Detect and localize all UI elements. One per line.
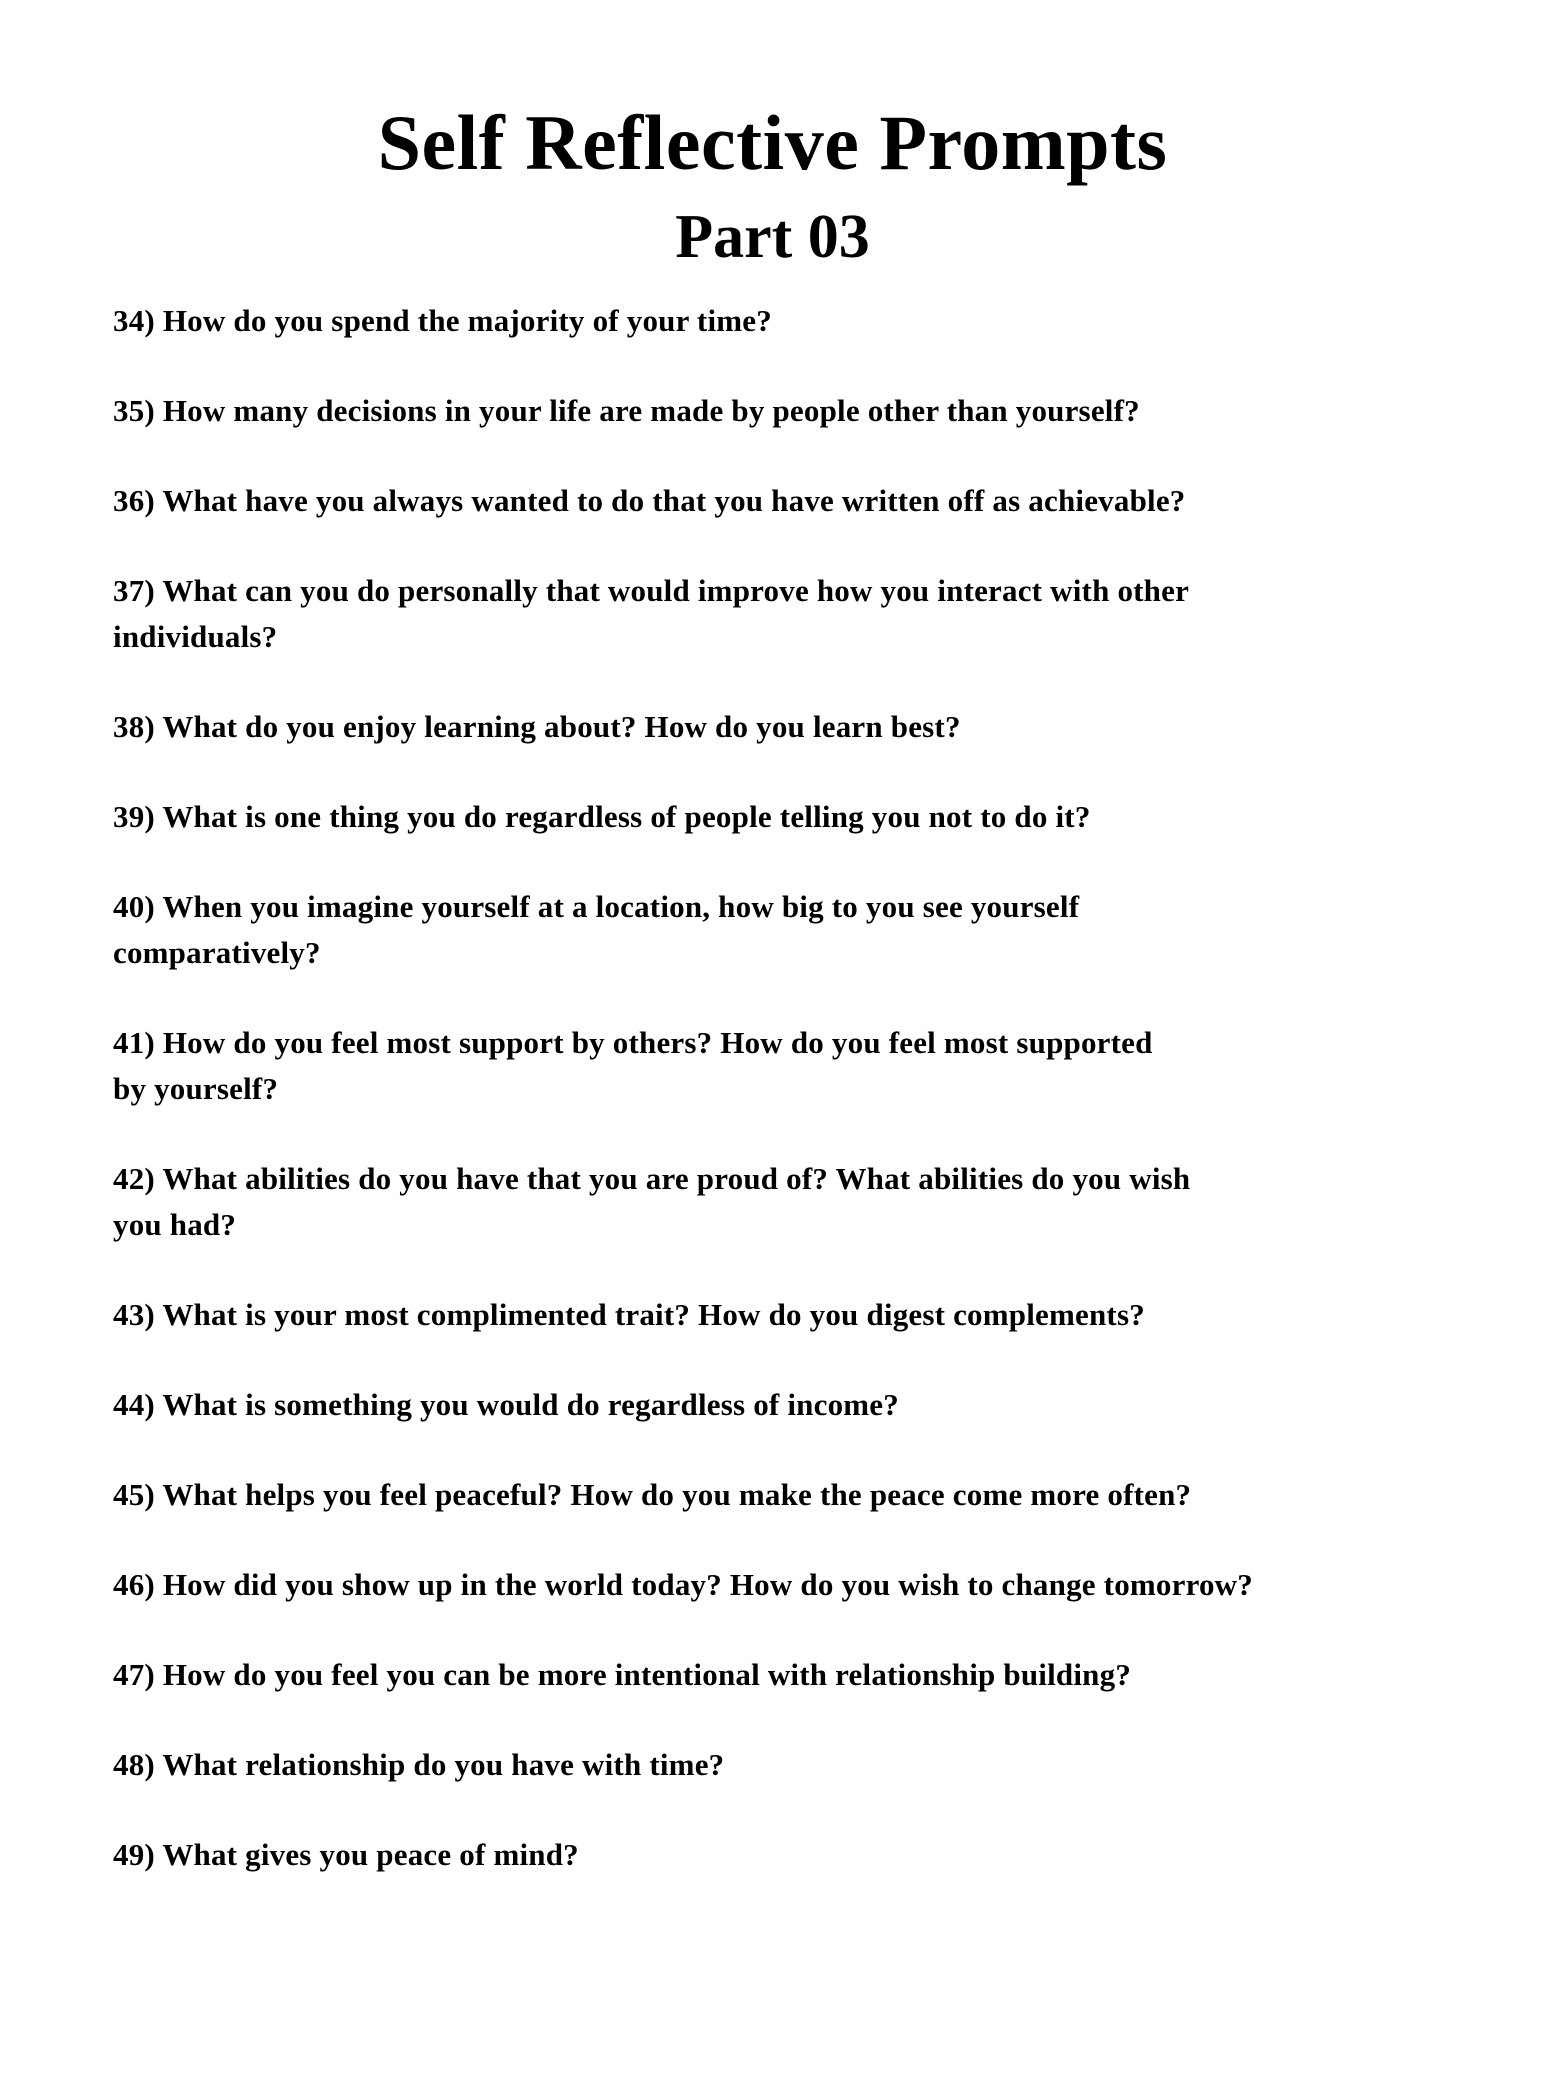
prompt-line: 36) What have you always wanted to do that you have written off as achievable?	[113, 483, 1186, 518]
prompt-line: 45) What helps you feel peaceful? How do you make the peace come more often?	[113, 1477, 1192, 1512]
prompt-line: 40) When you imagine yourself at a location, how big to you see yourself	[113, 889, 1080, 924]
prompt-line: 44) What is something you would do regardless of income?	[113, 1387, 899, 1422]
prompt-item-34	[113, 298, 1475, 344]
prompt-item-46	[113, 1562, 1475, 1608]
prompt-line: 35) How many decisions in your life are made by people other than yourself?	[113, 393, 1140, 428]
prompt-item-35	[113, 388, 1475, 434]
prompt-item-42	[113, 1156, 1475, 1248]
page-title: Self Reflective Prompts	[377, 99, 1168, 186]
prompt-item-40	[113, 884, 1475, 976]
prompt-item-41	[113, 1020, 1475, 1112]
prompt-line: 39) What is one thing you do regardless of people telling you not to do it?	[113, 799, 1091, 834]
prompt-line: by yourself?	[113, 1071, 279, 1106]
prompt-list	[113, 298, 1475, 1878]
page-subtitle: Part 03	[675, 203, 870, 271]
prompt-line: individuals?	[113, 619, 278, 654]
prompt-line: 41) How do you feel most support by others? How do you feel most supported	[113, 1025, 1153, 1060]
prompt-item-49	[113, 1832, 1475, 1878]
prompt-item-48	[113, 1742, 1475, 1788]
prompt-line: 38) What do you enjoy learning about? How do you learn best?	[113, 709, 961, 744]
prompt-item-47	[113, 1652, 1475, 1698]
document-page	[0, 100, 1545, 2100]
prompt-item-44	[113, 1382, 1475, 1428]
prompt-item-36	[113, 478, 1475, 524]
prompt-line: 46) How did you show up in the world today? How do you wish to change tomorrow?	[113, 1567, 1253, 1602]
prompt-line: 34) How do you spend the majority of your time?	[113, 303, 772, 338]
prompt-item-45	[113, 1472, 1475, 1518]
prompt-item-43	[113, 1292, 1475, 1338]
prompt-line: 48) What relationship do you have with time?	[113, 1747, 725, 1782]
prompt-line: comparatively?	[113, 935, 321, 970]
prompt-line: 49) What gives you peace of mind?	[113, 1837, 579, 1872]
prompt-item-37	[113, 568, 1475, 660]
prompt-line: 47) How do you feel you can be more intentional with relationship building?	[113, 1657, 1132, 1692]
prompt-line: 43) What is your most complimented trait? How do you digest complements?	[113, 1297, 1145, 1332]
prompt-line: you had?	[113, 1207, 237, 1242]
prompt-item-39	[113, 794, 1475, 840]
prompt-line: 37) What can you do personally that would improve how you interact with other	[113, 573, 1190, 608]
prompt-line: 42) What abilities do you have that you are proud of? What abilities do you wish	[113, 1161, 1191, 1196]
prompt-item-38	[113, 704, 1475, 750]
